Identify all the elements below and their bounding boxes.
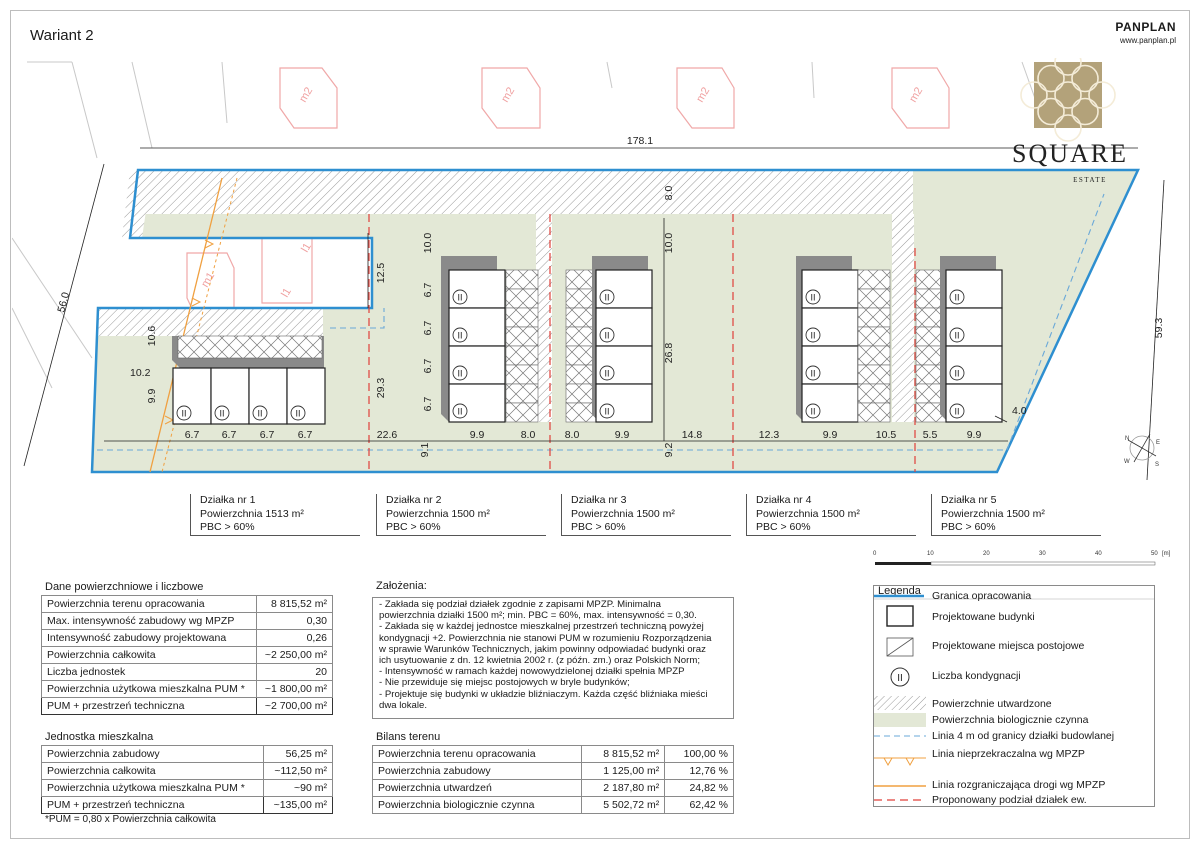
plot-pbc: PBC > 60% bbox=[941, 521, 996, 533]
floors-label: II bbox=[604, 368, 610, 379]
floors-label: II bbox=[181, 408, 187, 419]
paved-drive-4-5 bbox=[892, 214, 914, 422]
parking-space bbox=[506, 289, 538, 308]
floors-label: II bbox=[954, 292, 960, 303]
cell-value: ~2 700,00 m² bbox=[257, 698, 333, 715]
cell-label: PUM + przestrzeń techniczna bbox=[42, 698, 257, 715]
building-unit bbox=[249, 368, 287, 424]
cell-value: 0,26 bbox=[257, 630, 333, 647]
brand bbox=[1115, 20, 1176, 45]
assumption-line: w sprawie Warunków Technicznych, jakim powinny odpowiadać budynki oraz bbox=[379, 643, 706, 655]
parking-space bbox=[566, 403, 596, 422]
assumption-line: kondygnacji +2. Powierzchnia nie stanowi PUM w rozumieniu Rozporządzenia bbox=[379, 632, 712, 644]
building-unit bbox=[449, 270, 505, 308]
neighbour-label-1: m2 bbox=[297, 85, 316, 105]
dim-col-1: 6.7 bbox=[422, 282, 434, 298]
table-row bbox=[42, 647, 333, 664]
plot-name: Działka nr 2 bbox=[386, 494, 442, 506]
cell-label: Powierzchnia terenu opracowania bbox=[373, 746, 582, 763]
dim-12-5: 12.5 bbox=[375, 262, 387, 284]
cell-pct: 100,00 % bbox=[665, 746, 734, 763]
neighbour-label-4: m2 bbox=[907, 85, 926, 105]
parking-space bbox=[858, 365, 890, 384]
cell-label: Powierzchnia całkowita bbox=[42, 763, 264, 780]
table-row bbox=[42, 681, 333, 698]
plot-area: Powierzchnia 1500 m² bbox=[756, 507, 860, 520]
building-unit bbox=[802, 308, 858, 346]
dim-col-4: 6.7 bbox=[422, 396, 434, 412]
cell-value: 8 815,52 m² bbox=[582, 746, 665, 763]
building-unit bbox=[211, 368, 249, 424]
cell-value: ~112,50 m² bbox=[264, 763, 333, 780]
table-row bbox=[42, 746, 333, 763]
scale-tick-3: 30 bbox=[1039, 551, 1046, 557]
dim-26-8: 26.8 bbox=[663, 342, 675, 364]
floors-label: II bbox=[457, 292, 463, 303]
paved-road-left-lower bbox=[98, 308, 323, 336]
unit-data-table bbox=[41, 745, 333, 814]
floors-label: II bbox=[954, 368, 960, 379]
building-unit bbox=[596, 270, 652, 308]
floors-label: II bbox=[810, 368, 816, 379]
scale-tick-5: 50 bbox=[1151, 551, 1158, 557]
unit-data-title: Jednostka mieszkalna bbox=[45, 731, 154, 743]
dim-row-3: 6.7 bbox=[259, 429, 275, 441]
cell-pct: 24,82 % bbox=[665, 780, 734, 797]
plot-pbc: PBC > 60% bbox=[756, 521, 811, 533]
cell-label: Liczba jednostek bbox=[42, 664, 257, 681]
table-row bbox=[373, 746, 734, 763]
compass-e: E bbox=[1156, 440, 1161, 446]
assumption-line: - Projektuje się budynki w układzie bliźniaczym. Każda część bliźniaka mieści bbox=[379, 688, 708, 700]
building-unit bbox=[802, 346, 858, 384]
scale-unit: [m] bbox=[1162, 551, 1171, 557]
building-unit bbox=[802, 384, 858, 422]
neighbour-label-6: l1 bbox=[279, 286, 294, 300]
dim-29-3: 29.3 bbox=[375, 377, 387, 399]
parking-space bbox=[566, 270, 596, 289]
cell-label: Powierzchnia użytkowa mieszkalna PUM * bbox=[42, 780, 264, 797]
assumption-line: - Zakłada się podział działek zgodnie z zapisami MPZP. Minimalna bbox=[379, 599, 661, 610]
dim-9-1: 9.1 bbox=[419, 442, 431, 458]
floors-label: II bbox=[457, 368, 463, 379]
legend: Legenda II Granica opracowania Projektowane budynki Projektowane miejsca postojowe Liczba kondygnacji Powierzchnie utwardzone Powierzchnia biologicznie czynna Linia 4 m od granicy działki budowlanej Linia nieprzekraczalna wg MPZP Linia rozgraniczająca drogi wg MPZP Proponowany podział działek ew. bbox=[873, 585, 1155, 807]
dim-10-6: 10.6 bbox=[146, 325, 158, 347]
logo-name: SQUARE bbox=[1011, 139, 1129, 168]
logo-sub: ESTATE bbox=[1073, 176, 1107, 184]
cell-label: Powierzchnia terenu opracowania bbox=[42, 596, 257, 613]
dim-row-12: 9.9 bbox=[822, 429, 838, 441]
table-row bbox=[42, 596, 333, 613]
table-row bbox=[42, 698, 333, 715]
cell-value: 2 187,80 m² bbox=[582, 780, 665, 797]
building-unit bbox=[287, 368, 325, 424]
floors-label: II bbox=[219, 408, 225, 419]
parking-space bbox=[566, 384, 596, 403]
parking-space bbox=[566, 308, 596, 327]
parking-space bbox=[858, 289, 890, 308]
scale-tick-0: 0 bbox=[873, 551, 877, 557]
dim-10-2: 10.2 bbox=[130, 367, 151, 379]
floors-label: II bbox=[954, 330, 960, 341]
assumption-line: - Intensywność w ramach każdej nowowydzielonej działki spełnia MPZP bbox=[379, 666, 685, 678]
dim-9-9-left: 9.9 bbox=[146, 388, 158, 404]
building-unit bbox=[946, 270, 1002, 308]
table-row bbox=[42, 780, 333, 797]
cell-label: Max. intensywność zabudowy wg MPZP bbox=[42, 613, 257, 630]
building-unit bbox=[596, 346, 652, 384]
plot-label-2 bbox=[386, 494, 490, 535]
dim-col-2: 6.7 bbox=[422, 320, 434, 336]
cell-label: Intensywność zabudowy projektowana bbox=[42, 630, 257, 647]
cell-value: 0,30 bbox=[257, 613, 333, 630]
dim-row-6: 9.9 bbox=[469, 429, 485, 441]
compass-s: S bbox=[1155, 462, 1160, 468]
cell-value: 5 502,72 m² bbox=[582, 797, 665, 814]
floors-label: II bbox=[604, 292, 610, 303]
plot-label-3 bbox=[571, 494, 675, 535]
plot-area: Powierzchnia 1500 m² bbox=[941, 507, 1045, 520]
dim-row-5: 22.6 bbox=[376, 429, 398, 441]
dim-road-b: 10.0 bbox=[422, 232, 434, 254]
neighbour-label-5: m1 bbox=[199, 270, 218, 290]
cell-label: PUM + przestrzeń techniczna bbox=[42, 797, 264, 814]
dim-4-0: 4.0 bbox=[1012, 405, 1027, 417]
scale-tick-1: 10 bbox=[927, 551, 934, 557]
dim-row-15: 9.9 bbox=[966, 429, 982, 441]
floors-label: II bbox=[604, 406, 610, 417]
parking-space bbox=[506, 346, 538, 365]
building-unit bbox=[449, 308, 505, 346]
dim-row-11: 12.3 bbox=[758, 429, 780, 441]
cell-value: 1 125,00 m² bbox=[582, 763, 665, 780]
parking-space bbox=[566, 327, 596, 346]
footnote: *PUM = 0,80 x Powierzchnia całkowita bbox=[45, 814, 216, 825]
dim-right-side: 59.3 bbox=[1153, 317, 1165, 339]
parking-space bbox=[858, 346, 890, 365]
scale-tick-2: 20 bbox=[983, 551, 990, 557]
building-unit bbox=[449, 384, 505, 422]
building-unit bbox=[173, 368, 211, 424]
assumption-line: powierzchnia działki 1500 m²; min. PBC = 60%, max. intensywność = 0,30. bbox=[379, 610, 697, 622]
brand-url: www.panplan.pl bbox=[1119, 36, 1176, 45]
floors-label: II bbox=[954, 406, 960, 417]
table-row bbox=[373, 780, 734, 797]
building-unit bbox=[802, 270, 858, 308]
assumptions-box bbox=[372, 597, 734, 719]
building-unit bbox=[946, 384, 1002, 422]
neighbour-label-2: m2 bbox=[499, 85, 518, 105]
paved-road-top bbox=[138, 170, 913, 214]
assumption-line: - Zakłada się w każdej jednostce mieszkalnej przestrzeń techniczną powyżej bbox=[379, 621, 704, 633]
cell-value: 20 bbox=[257, 664, 333, 681]
plot-pbc: PBC > 60% bbox=[200, 521, 255, 533]
assumption-line: ich usytuowanie z dn. 12 kwietnia 2002 r. (z późn. zm.) oraz Polskich Norm; bbox=[379, 655, 700, 667]
parking-space bbox=[858, 327, 890, 346]
plot-label-1 bbox=[200, 494, 304, 535]
area-data-title: Dane powierzchniowe i liczbowe bbox=[45, 581, 204, 593]
compass-icon bbox=[1124, 434, 1160, 468]
plot-pbc: PBC > 60% bbox=[386, 521, 441, 533]
compass-w: W bbox=[1124, 459, 1130, 465]
table-row bbox=[42, 797, 333, 814]
building-unit bbox=[946, 308, 1002, 346]
neighbour-label-7: l1 bbox=[299, 241, 314, 255]
dim-road-a: 8.0 bbox=[663, 185, 675, 201]
dim-row-4: 6.7 bbox=[297, 429, 313, 441]
dim-row-2: 6.7 bbox=[221, 429, 237, 441]
cell-label: Powierzchnia całkowita bbox=[42, 647, 257, 664]
building-unit bbox=[946, 346, 1002, 384]
parking-space bbox=[506, 308, 538, 327]
cell-value: ~1 800,00 m² bbox=[257, 681, 333, 698]
parking-space bbox=[566, 346, 596, 365]
square-estate-logo bbox=[1021, 58, 1115, 141]
plot-label-5 bbox=[941, 494, 1045, 535]
parking-space bbox=[858, 403, 890, 422]
balance-table bbox=[372, 745, 734, 814]
floors-label: II bbox=[810, 292, 816, 303]
legend-title: Legenda bbox=[878, 585, 921, 597]
site-plan bbox=[12, 58, 1188, 488]
cell-label: Powierzchnia użytkowa mieszkalna PUM * bbox=[42, 681, 257, 698]
table-row bbox=[42, 630, 333, 647]
parking-space bbox=[506, 403, 538, 422]
cell-label: Powierzchnia biologicznie czynna bbox=[373, 797, 582, 814]
assumptions-title: Założenia: bbox=[376, 580, 427, 592]
dim-9-2: 9.2 bbox=[663, 442, 675, 458]
floors-label: II bbox=[257, 408, 263, 419]
plot-name: Działka nr 5 bbox=[941, 494, 997, 506]
parking-space bbox=[566, 289, 596, 308]
dim-col-3: 6.7 bbox=[422, 358, 434, 374]
parking-space bbox=[506, 327, 538, 346]
floors-label: II bbox=[457, 406, 463, 417]
plot-name: Działka nr 3 bbox=[571, 494, 627, 506]
cell-value: ~90 m² bbox=[264, 780, 333, 797]
dim-row-14: 5.5 bbox=[922, 429, 938, 441]
cell-pct: 12,76 % bbox=[665, 763, 734, 780]
cell-label: Powierzchnia utwardzeń bbox=[373, 780, 582, 797]
parking-space bbox=[178, 336, 322, 358]
parking-space bbox=[566, 365, 596, 384]
scale-bar bbox=[873, 548, 1173, 572]
cell-value: ~135,00 m² bbox=[264, 797, 333, 814]
plot-label-4 bbox=[756, 494, 860, 535]
floors-label: II bbox=[295, 408, 301, 419]
parking-space bbox=[506, 365, 538, 384]
brand-name: PANPLAN bbox=[1115, 20, 1176, 34]
parking-space bbox=[858, 270, 890, 289]
legend-floors-symbol: II bbox=[897, 673, 903, 684]
plot-area: Powierzchnia 1500 m² bbox=[571, 507, 675, 520]
dim-row-7: 8.0 bbox=[520, 429, 536, 441]
parking-space bbox=[858, 384, 890, 403]
buildings bbox=[172, 256, 1002, 424]
floors-label: II bbox=[810, 406, 816, 417]
table-row bbox=[373, 763, 734, 780]
building-unit bbox=[596, 308, 652, 346]
dim-left-side: 56.0 bbox=[55, 290, 73, 314]
dim-row-10: 14.8 bbox=[681, 429, 703, 441]
compass-n: N bbox=[1125, 436, 1130, 442]
parking-space bbox=[858, 308, 890, 327]
page-title: Wariant 2 bbox=[30, 27, 94, 44]
table-row bbox=[42, 613, 333, 630]
dim-row-8: 8.0 bbox=[564, 429, 580, 441]
area-data-table bbox=[41, 595, 333, 715]
plot-area: Powierzchnia 1500 m² bbox=[386, 507, 490, 520]
dim-top-total: 178.1 bbox=[626, 135, 654, 147]
table-row bbox=[42, 763, 333, 780]
parking-space bbox=[506, 270, 538, 289]
plot-pbc: PBC > 60% bbox=[571, 521, 626, 533]
building-unit bbox=[449, 346, 505, 384]
scale-tick-4: 40 bbox=[1095, 551, 1102, 557]
dim-row-1: 6.7 bbox=[184, 429, 200, 441]
dim-road-c: 10.0 bbox=[663, 232, 675, 254]
cell-value: 8 815,52 m² bbox=[257, 596, 333, 613]
dim-row-9: 9.9 bbox=[614, 429, 630, 441]
cell-pct: 62,42 % bbox=[665, 797, 734, 814]
table-row bbox=[42, 664, 333, 681]
dim-row-13: 10.5 bbox=[875, 429, 897, 441]
table-row bbox=[373, 797, 734, 814]
assumption-line: - Nie przewiduje się miejsc postojowych w bryle budynków; bbox=[379, 677, 630, 689]
floors-label: II bbox=[457, 330, 463, 341]
parking-space bbox=[506, 384, 538, 403]
building-unit bbox=[596, 384, 652, 422]
plot-area: Powierzchnia 1513 m² bbox=[200, 507, 304, 520]
cell-label: Powierzchnia zabudowy bbox=[373, 763, 582, 780]
assumption-line: dwa lokale. bbox=[379, 699, 427, 711]
floors-label: II bbox=[604, 330, 610, 341]
neighbour-label-3: m2 bbox=[694, 85, 713, 105]
cell-value: 56,25 m² bbox=[264, 746, 333, 763]
cell-value: ~2 250,00 m² bbox=[257, 647, 333, 664]
balance-title: Bilans terenu bbox=[376, 731, 441, 743]
floors-label: II bbox=[810, 330, 816, 341]
plot-name: Działka nr 4 bbox=[756, 494, 812, 506]
plot-name: Działka nr 1 bbox=[200, 494, 256, 506]
cell-label: Powierzchnia zabudowy bbox=[42, 746, 264, 763]
